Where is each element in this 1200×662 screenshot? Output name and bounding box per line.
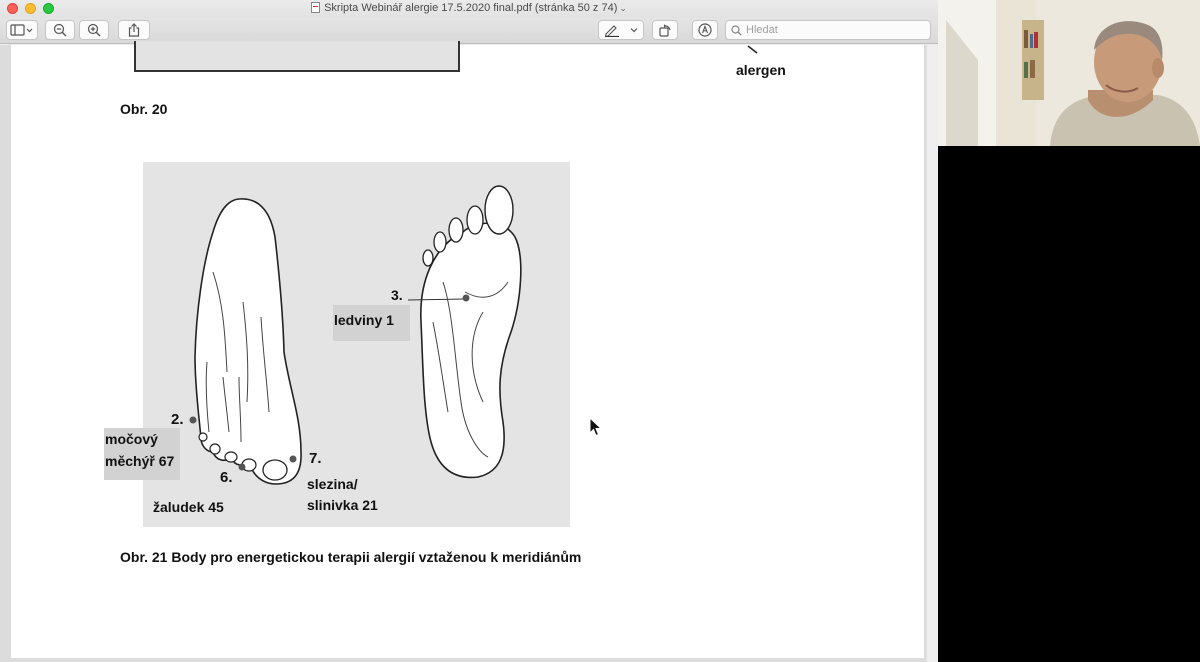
zoom-out-icon [53,23,67,37]
arrow-line [745,45,765,57]
presenter-video-frame [938,0,1200,146]
mouse-cursor-icon [589,417,603,437]
ledviny-label: ledviny 1 [334,312,394,328]
zoom-out-button[interactable] [45,20,75,40]
rotate-button[interactable] [652,20,678,40]
search-input[interactable] [746,24,926,36]
previous-figure-image [134,41,460,72]
point-2-dot [190,417,197,424]
zaludek-label: žaludek 45 [153,499,224,515]
point-6-dot [239,464,246,471]
markup-button[interactable] [598,20,644,40]
foot-illustration [143,162,570,527]
point-3-dot [463,295,470,302]
pdf-document-icon [311,2,320,13]
figure-20-caption: Obr. 20 [120,101,168,117]
mocovy-label-line2: měchýř 67 [105,453,175,469]
annotate-button[interactable] [692,20,718,40]
point-7-label: 7. [309,450,322,467]
slezina-label-line2: slinivka 21 [307,497,378,513]
window-title-wrap[interactable] [0,2,938,14]
point-2-label: 2. [171,411,184,428]
webcam-video [938,0,1200,146]
chevron-down-icon: ⌄ [619,3,627,13]
sidebar-icon [10,24,34,36]
chevron-down-icon [630,27,638,33]
slezina-label-line1: slezina/ [307,476,358,492]
video-black-area [938,146,1200,662]
point-7-dot [290,456,297,463]
share-icon [128,23,140,37]
zoom-in-icon [87,23,101,37]
point-3-label: 3. [391,287,403,303]
rotate-icon [658,23,672,37]
share-button[interactable] [118,20,150,40]
sidebar-toggle-button[interactable] [6,20,38,40]
point-6-label: 6. [220,469,233,486]
figure-21-caption: Obr. 21 Body pro energetickou terapii alergií vztaženou k meridiánům [120,549,582,565]
zoom-in-button[interactable] [79,20,109,40]
search-field[interactable] [725,20,931,40]
alergen-label: alergen [736,62,786,78]
annotate-icon [698,23,712,37]
document-view[interactable] [0,45,938,662]
search-icon [731,25,742,36]
mocovy-label-line1: močový [105,431,158,447]
figure-21-image [143,162,570,527]
pen-icon [604,23,620,37]
title-bar [0,0,938,18]
vertical-scrollbar[interactable] [926,45,938,662]
window-title: Skripta Webinář alergie 17.5.2020 final.pdf (stránka 50 z 74) [324,2,618,14]
pdf-page [11,45,924,658]
